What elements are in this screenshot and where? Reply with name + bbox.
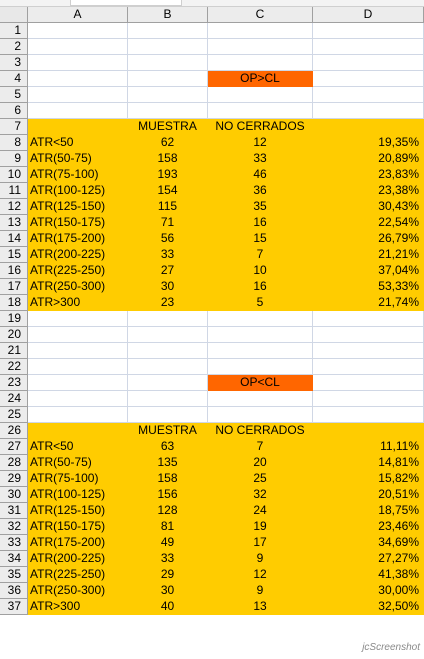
cell[interactable] bbox=[28, 119, 128, 135]
formula-input[interactable] bbox=[70, 0, 182, 6]
cell[interactable] bbox=[128, 23, 208, 39]
not-closed-count[interactable]: 17 bbox=[208, 535, 313, 551]
percentage[interactable]: 53,33% bbox=[313, 279, 424, 295]
column-header-a[interactable]: A bbox=[28, 7, 128, 23]
percentage[interactable]: 32,50% bbox=[313, 599, 424, 615]
row-header[interactable]: 37 bbox=[0, 599, 28, 615]
not-closed-count[interactable]: 24 bbox=[208, 503, 313, 519]
row-header[interactable]: 32 bbox=[0, 519, 28, 535]
row-header[interactable]: 34 bbox=[0, 551, 28, 567]
not-closed-count[interactable]: 5 bbox=[208, 295, 313, 311]
cell[interactable] bbox=[208, 343, 313, 359]
sample-count[interactable]: 62 bbox=[128, 135, 208, 151]
row-header[interactable]: 21 bbox=[0, 343, 28, 359]
range-label[interactable]: ATR(175-200) bbox=[28, 535, 128, 551]
range-label[interactable]: ATR<50 bbox=[28, 135, 128, 151]
row-header[interactable]: 28 bbox=[0, 455, 28, 471]
cell[interactable] bbox=[313, 103, 424, 119]
cell[interactable] bbox=[28, 71, 128, 87]
row-header[interactable]: 6 bbox=[0, 103, 28, 119]
cell[interactable] bbox=[128, 327, 208, 343]
cell[interactable] bbox=[208, 55, 313, 71]
percentage[interactable]: 15,82% bbox=[313, 471, 424, 487]
not-closed-count[interactable]: 16 bbox=[208, 215, 313, 231]
column-header-c[interactable]: C bbox=[208, 7, 313, 23]
row-header[interactable]: 17 bbox=[0, 279, 28, 295]
cell[interactable] bbox=[28, 103, 128, 119]
row-header[interactable]: 20 bbox=[0, 327, 28, 343]
range-label[interactable]: ATR(125-150) bbox=[28, 199, 128, 215]
sample-count[interactable]: 33 bbox=[128, 551, 208, 567]
range-label[interactable]: ATR>300 bbox=[28, 295, 128, 311]
cell[interactable] bbox=[313, 423, 424, 439]
column-label[interactable]: MUESTRA bbox=[128, 119, 208, 135]
cell[interactable] bbox=[313, 311, 424, 327]
not-closed-count[interactable]: 35 bbox=[208, 199, 313, 215]
range-label[interactable]: ATR(150-175) bbox=[28, 519, 128, 535]
range-label[interactable]: ATR(50-75) bbox=[28, 151, 128, 167]
table-title[interactable]: OP<CL bbox=[208, 375, 313, 391]
row-header[interactable]: 1 bbox=[0, 23, 28, 39]
sample-count[interactable]: 154 bbox=[128, 183, 208, 199]
row-header[interactable]: 24 bbox=[0, 391, 28, 407]
not-closed-count[interactable]: 9 bbox=[208, 583, 313, 599]
cell[interactable] bbox=[208, 359, 313, 375]
not-closed-count[interactable]: 36 bbox=[208, 183, 313, 199]
cell[interactable] bbox=[208, 327, 313, 343]
select-all-corner[interactable] bbox=[0, 7, 28, 23]
not-closed-count[interactable]: 12 bbox=[208, 135, 313, 151]
percentage[interactable]: 30,43% bbox=[313, 199, 424, 215]
cell[interactable] bbox=[28, 423, 128, 439]
column-label[interactable]: NO CERRADOS bbox=[208, 119, 313, 135]
cell[interactable] bbox=[128, 103, 208, 119]
range-label[interactable]: ATR(100-125) bbox=[28, 183, 128, 199]
percentage[interactable]: 11,11% bbox=[313, 439, 424, 455]
not-closed-count[interactable]: 32 bbox=[208, 487, 313, 503]
cell[interactable] bbox=[128, 71, 208, 87]
cell[interactable] bbox=[208, 407, 313, 423]
row-header[interactable]: 36 bbox=[0, 583, 28, 599]
range-label[interactable]: ATR(200-225) bbox=[28, 551, 128, 567]
sample-count[interactable]: 135 bbox=[128, 455, 208, 471]
not-closed-count[interactable]: 12 bbox=[208, 567, 313, 583]
range-label[interactable]: ATR(50-75) bbox=[28, 455, 128, 471]
cell[interactable] bbox=[128, 55, 208, 71]
sample-count[interactable]: 158 bbox=[128, 471, 208, 487]
row-header[interactable]: 7 bbox=[0, 119, 28, 135]
cell[interactable] bbox=[28, 375, 128, 391]
sample-count[interactable]: 158 bbox=[128, 151, 208, 167]
not-closed-count[interactable]: 19 bbox=[208, 519, 313, 535]
range-label[interactable]: ATR<50 bbox=[28, 439, 128, 455]
column-header-b[interactable]: B bbox=[128, 7, 208, 23]
cell[interactable] bbox=[208, 103, 313, 119]
sample-count[interactable]: 29 bbox=[128, 567, 208, 583]
row-header[interactable]: 5 bbox=[0, 87, 28, 103]
sample-count[interactable]: 27 bbox=[128, 263, 208, 279]
row-header[interactable]: 8 bbox=[0, 135, 28, 151]
range-label[interactable]: ATR(200-225) bbox=[28, 247, 128, 263]
percentage[interactable]: 19,35% bbox=[313, 135, 424, 151]
watermark: jcScreenshot bbox=[362, 642, 420, 653]
row-header[interactable]: 2 bbox=[0, 39, 28, 55]
percentage[interactable]: 22,54% bbox=[313, 215, 424, 231]
percentage[interactable]: 41,38% bbox=[313, 567, 424, 583]
sample-count[interactable]: 23 bbox=[128, 295, 208, 311]
cell[interactable] bbox=[128, 375, 208, 391]
row-header[interactable]: 31 bbox=[0, 503, 28, 519]
column-label[interactable]: NO CERRADOS bbox=[208, 423, 313, 439]
cell[interactable] bbox=[208, 311, 313, 327]
not-closed-count[interactable]: 25 bbox=[208, 471, 313, 487]
cell[interactable] bbox=[28, 55, 128, 71]
sample-count[interactable]: 56 bbox=[128, 231, 208, 247]
cell[interactable] bbox=[28, 391, 128, 407]
percentage[interactable]: 34,69% bbox=[313, 535, 424, 551]
percentage[interactable]: 23,38% bbox=[313, 183, 424, 199]
row-header[interactable]: 30 bbox=[0, 487, 28, 503]
cell[interactable] bbox=[128, 359, 208, 375]
cell[interactable] bbox=[28, 23, 128, 39]
cell[interactable] bbox=[313, 71, 424, 87]
sample-count[interactable]: 156 bbox=[128, 487, 208, 503]
sample-count[interactable]: 49 bbox=[128, 535, 208, 551]
cell[interactable] bbox=[313, 407, 424, 423]
cell[interactable] bbox=[208, 87, 313, 103]
sample-count[interactable]: 63 bbox=[128, 439, 208, 455]
cell[interactable] bbox=[28, 327, 128, 343]
percentage[interactable]: 30,00% bbox=[313, 583, 424, 599]
table-title[interactable]: OP>CL bbox=[208, 71, 313, 87]
cell[interactable] bbox=[313, 23, 424, 39]
not-closed-count[interactable]: 7 bbox=[208, 247, 313, 263]
range-label[interactable]: ATR(75-100) bbox=[28, 471, 128, 487]
row-header[interactable]: 12 bbox=[0, 199, 28, 215]
row-header[interactable]: 16 bbox=[0, 263, 28, 279]
percentage[interactable]: 20,51% bbox=[313, 487, 424, 503]
percentage[interactable]: 20,89% bbox=[313, 151, 424, 167]
formula-bar-strip bbox=[0, 0, 424, 7]
percentage[interactable]: 14,81% bbox=[313, 455, 424, 471]
range-label[interactable]: ATR(175-200) bbox=[28, 231, 128, 247]
cell[interactable] bbox=[313, 327, 424, 343]
row-header[interactable]: 25 bbox=[0, 407, 28, 423]
cell[interactable] bbox=[28, 407, 128, 423]
not-closed-count[interactable]: 7 bbox=[208, 439, 313, 455]
percentage[interactable]: 18,75% bbox=[313, 503, 424, 519]
cell[interactable] bbox=[128, 87, 208, 103]
cell[interactable] bbox=[128, 407, 208, 423]
row-header[interactable]: 9 bbox=[0, 151, 28, 167]
row-header[interactable]: 26 bbox=[0, 423, 28, 439]
row-header[interactable]: 27 bbox=[0, 439, 28, 455]
cell[interactable] bbox=[313, 391, 424, 407]
cell[interactable] bbox=[313, 359, 424, 375]
cell[interactable] bbox=[28, 343, 128, 359]
row-header[interactable]: 18 bbox=[0, 295, 28, 311]
row-header[interactable]: 11 bbox=[0, 183, 28, 199]
not-closed-count[interactable]: 33 bbox=[208, 151, 313, 167]
cell[interactable] bbox=[28, 311, 128, 327]
range-label[interactable]: ATR(225-250) bbox=[28, 567, 128, 583]
percentage[interactable]: 27,27% bbox=[313, 551, 424, 567]
sample-count[interactable]: 30 bbox=[128, 279, 208, 295]
row-header[interactable]: 33 bbox=[0, 535, 28, 551]
not-closed-count[interactable]: 16 bbox=[208, 279, 313, 295]
cell[interactable] bbox=[128, 391, 208, 407]
percentage[interactable]: 23,46% bbox=[313, 519, 424, 535]
row-header[interactable]: 13 bbox=[0, 215, 28, 231]
row-header[interactable]: 23 bbox=[0, 375, 28, 391]
row-header[interactable]: 4 bbox=[0, 71, 28, 87]
column-header-d[interactable]: D bbox=[313, 7, 424, 23]
range-label[interactable]: ATR(125-150) bbox=[28, 503, 128, 519]
percentage[interactable]: 21,74% bbox=[313, 295, 424, 311]
range-label[interactable]: ATR(250-300) bbox=[28, 583, 128, 599]
percentage[interactable]: 26,79% bbox=[313, 231, 424, 247]
row-header[interactable]: 3 bbox=[0, 55, 28, 71]
sample-count[interactable]: 33 bbox=[128, 247, 208, 263]
percentage[interactable]: 21,21% bbox=[313, 247, 424, 263]
cell[interactable] bbox=[313, 375, 424, 391]
sample-count[interactable]: 193 bbox=[128, 167, 208, 183]
sample-count[interactable]: 115 bbox=[128, 199, 208, 215]
cell[interactable] bbox=[313, 119, 424, 135]
not-closed-count[interactable]: 10 bbox=[208, 263, 313, 279]
cell[interactable] bbox=[313, 343, 424, 359]
percentage[interactable]: 23,83% bbox=[313, 167, 424, 183]
not-closed-count[interactable]: 9 bbox=[208, 551, 313, 567]
row-header[interactable]: 35 bbox=[0, 567, 28, 583]
percentage[interactable]: 37,04% bbox=[313, 263, 424, 279]
column-label[interactable]: MUESTRA bbox=[128, 423, 208, 439]
row-header[interactable]: 10 bbox=[0, 167, 28, 183]
row-header[interactable]: 19 bbox=[0, 311, 28, 327]
range-label[interactable]: ATR(75-100) bbox=[28, 167, 128, 183]
cell[interactable] bbox=[313, 55, 424, 71]
not-closed-count[interactable]: 46 bbox=[208, 167, 313, 183]
sample-count[interactable]: 71 bbox=[128, 215, 208, 231]
sample-count[interactable]: 128 bbox=[128, 503, 208, 519]
not-closed-count[interactable]: 15 bbox=[208, 231, 313, 247]
cell[interactable] bbox=[28, 87, 128, 103]
cell[interactable] bbox=[128, 311, 208, 327]
range-label[interactable]: ATR(150-175) bbox=[28, 215, 128, 231]
sample-count[interactable]: 40 bbox=[128, 599, 208, 615]
cell[interactable] bbox=[28, 39, 128, 55]
not-closed-count[interactable]: 20 bbox=[208, 455, 313, 471]
sample-count[interactable]: 81 bbox=[128, 519, 208, 535]
cell[interactable] bbox=[128, 39, 208, 55]
cell[interactable] bbox=[208, 391, 313, 407]
cell[interactable] bbox=[128, 343, 208, 359]
cell[interactable] bbox=[208, 39, 313, 55]
range-label[interactable]: ATR(225-250) bbox=[28, 263, 128, 279]
cell[interactable] bbox=[313, 39, 424, 55]
row-header[interactable]: 15 bbox=[0, 247, 28, 263]
range-label[interactable]: ATR(100-125) bbox=[28, 487, 128, 503]
cell[interactable] bbox=[313, 87, 424, 103]
cell[interactable] bbox=[28, 359, 128, 375]
range-label[interactable]: ATR(250-300) bbox=[28, 279, 128, 295]
not-closed-count[interactable]: 13 bbox=[208, 599, 313, 615]
row-header[interactable]: 14 bbox=[0, 231, 28, 247]
row-header[interactable]: 29 bbox=[0, 471, 28, 487]
range-label[interactable]: ATR>300 bbox=[28, 599, 128, 615]
sample-count[interactable]: 30 bbox=[128, 583, 208, 599]
cell[interactable] bbox=[208, 23, 313, 39]
row-header[interactable]: 22 bbox=[0, 359, 28, 375]
